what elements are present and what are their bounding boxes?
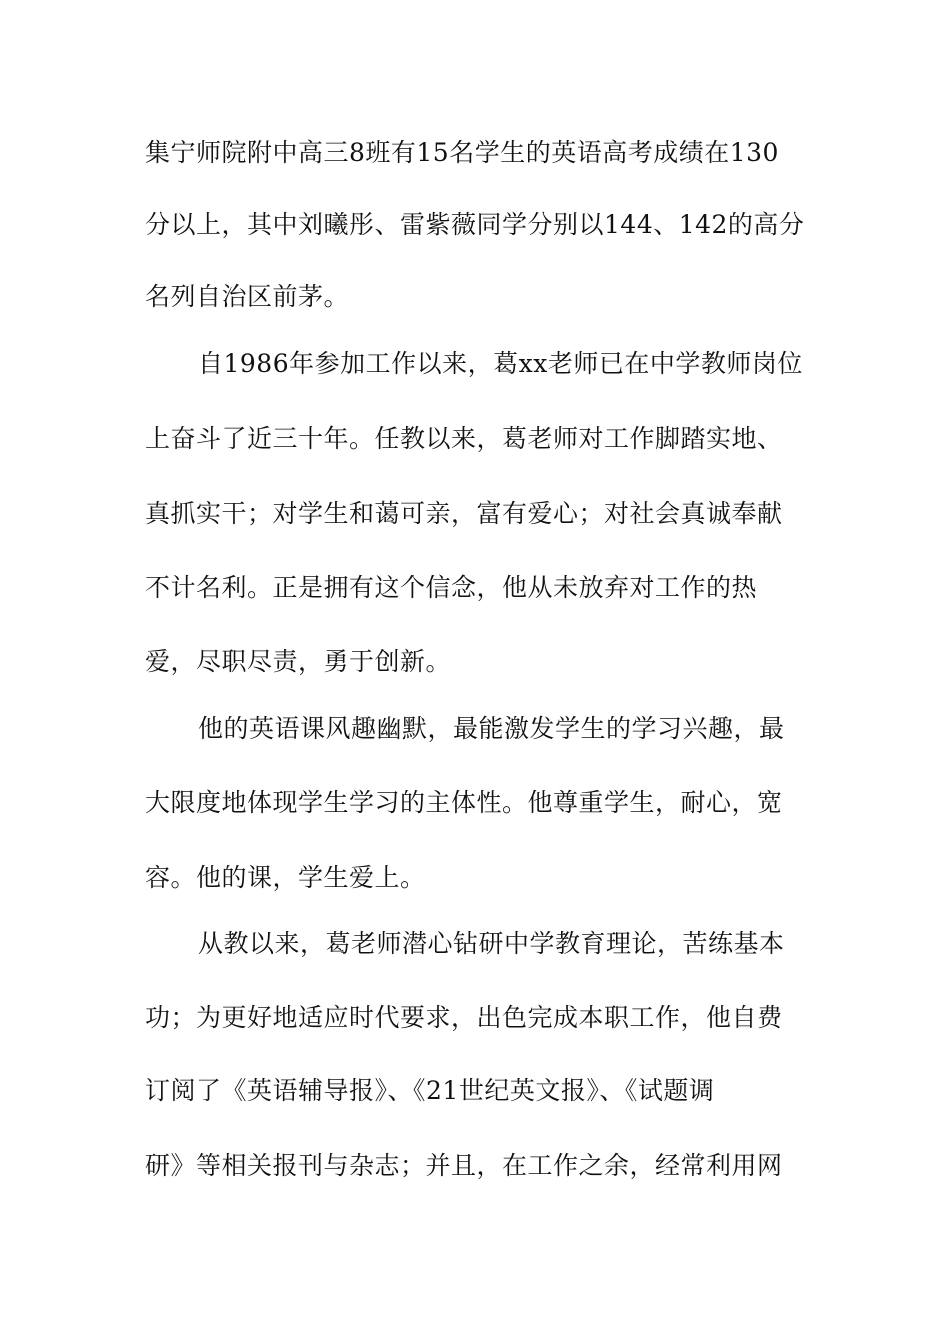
text-line: 容。他的课，学生爱上。: [145, 863, 426, 892]
text-line: 集宁师院附中高三8班有15名学生的英语高考成绩在130: [145, 138, 779, 167]
text-line: 订阅了《英语辅导报》、《21世纪英文报》、《试题调: [145, 1076, 715, 1105]
paragraph-start-line: 他的英语课风趣幽默，最能激发学生的学习兴趣，最: [198, 714, 785, 743]
paragraph-start-line: 自1986年参加工作以来，葛xx老师已在中学教师岗位: [198, 349, 803, 378]
text-line: 不计名利。正是拥有这个信念，他从未放弃对工作的热: [145, 573, 758, 602]
text-line: 爱，尽职尽责，勇于创新。: [145, 647, 452, 676]
text-line: 上奋斗了近三十年。任教以来，葛老师对工作脚踏实地、: [145, 424, 783, 453]
text-line: 大限度地体现学生学习的主体性。他尊重学生，耐心，宽: [145, 788, 783, 817]
text-line: 功；为更好地适应时代要求，出色完成本职工作，他自费: [145, 1003, 783, 1032]
text-line: 研》等相关报刊与杂志；并且，在工作之余，经常利用网: [145, 1151, 783, 1180]
text-line: 分以上，其中刘曦彤、雷紫薇同学分别以144、142的高分: [145, 210, 805, 239]
text-line: 真抓实干；对学生和蔼可亲，富有爱心；对社会真诚奉献: [145, 499, 783, 528]
paragraph-start-line: 从教以来，葛老师潜心钻研中学教育理论，苦练基本: [198, 929, 785, 958]
text-line: 名列自治区前茅。: [145, 282, 350, 311]
